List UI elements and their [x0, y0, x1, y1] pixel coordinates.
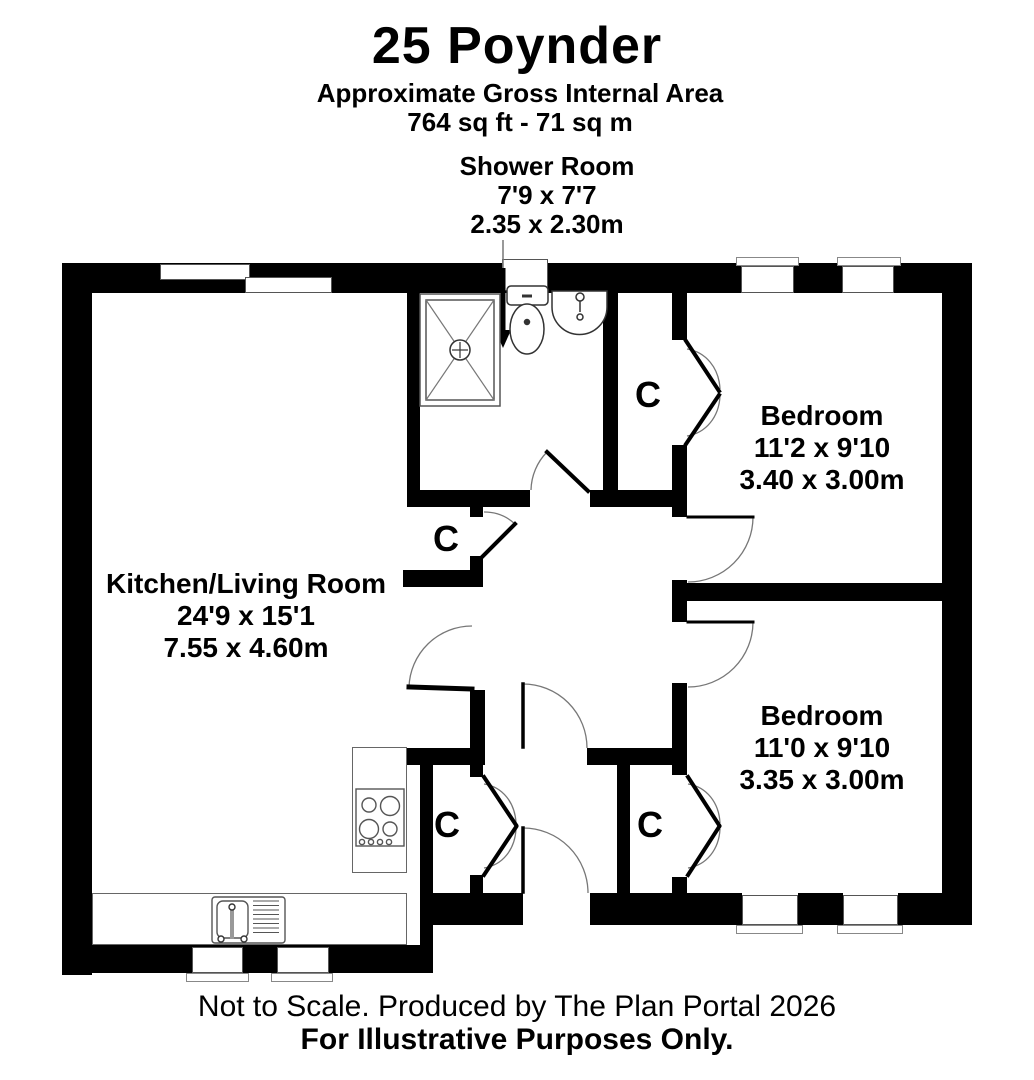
wall-segment — [672, 445, 687, 517]
wall-segment — [587, 748, 687, 765]
shower-room-imperial: 7'9 x 7'7 — [497, 180, 597, 210]
closet-label: C — [637, 804, 663, 845]
wall-segment — [403, 570, 483, 587]
window-sill — [736, 257, 799, 266]
wall-segment — [942, 263, 972, 925]
shower-tray-icon — [420, 294, 500, 406]
wall-segment — [62, 263, 92, 975]
window-sill — [186, 973, 249, 982]
wall-segment — [603, 293, 618, 490]
room-imperial: 11'0 x 9'10 — [753, 732, 891, 763]
room-label-bedroom-2 — [739, 700, 904, 796]
window — [843, 895, 898, 925]
window — [842, 266, 894, 293]
window-sill — [837, 257, 901, 266]
shower-room-name: Shower Room — [459, 151, 635, 181]
shower-room-callout — [460, 152, 635, 239]
plan-area: 764 sq ft - 71 sq m — [407, 107, 633, 137]
wall-segment — [470, 503, 483, 517]
wall-segment — [470, 875, 483, 893]
window-sill — [271, 973, 333, 982]
room-imperial: 11'2 x 9'10 — [753, 432, 891, 463]
plan-title: 25 Poynder — [371, 17, 663, 75]
wall-segment — [687, 583, 942, 601]
wall-segment — [420, 925, 433, 949]
kitchen-counter — [92, 893, 407, 945]
wall-segment — [672, 293, 687, 340]
window — [277, 947, 329, 973]
wall-segment — [617, 748, 630, 893]
room-metric: 3.40 x 3.00m — [739, 464, 905, 495]
plan-subtitle: Approximate Gross Internal Area — [316, 78, 724, 108]
window — [245, 277, 332, 293]
room-name: Bedroom — [760, 700, 884, 731]
window-sill — [736, 925, 803, 934]
down-arrow-icon — [495, 240, 511, 348]
window-sill — [837, 925, 903, 934]
door-swing-arcs — [409, 349, 753, 893]
window — [502, 259, 548, 291]
window — [160, 264, 250, 280]
wash-basin-icon — [552, 291, 607, 335]
wall-segment — [407, 293, 420, 507]
door-leaves — [409, 341, 753, 892]
room-metric: 7.55 x 4.60m — [163, 632, 329, 663]
window — [741, 266, 794, 293]
wall-segment — [62, 945, 433, 973]
shower-room-metric: 2.35 x 2.30m — [470, 209, 624, 239]
wall-segment — [470, 556, 483, 571]
closet-label: C — [635, 374, 661, 415]
footer-illustrative: For Illustrative Purposes Only. — [300, 1023, 734, 1056]
wall-segment — [672, 877, 687, 893]
window — [192, 947, 243, 973]
closet-label: C — [434, 804, 460, 845]
footer-disclaimer: Not to Scale. Produced by The Plan Portal 2026 — [197, 990, 837, 1023]
wall-segment — [470, 765, 483, 777]
room-metric: 3.35 x 3.00m — [739, 764, 905, 795]
closet-label: C — [433, 518, 459, 559]
wall-segment — [898, 893, 972, 925]
window — [742, 895, 798, 925]
wall-segment — [590, 893, 742, 925]
room-name: Bedroom — [760, 400, 884, 431]
room-label-bedroom-1 — [739, 400, 904, 496]
room-label-kitchen-living — [106, 568, 386, 664]
kitchen-counter — [352, 747, 407, 873]
room-imperial: 24'9 x 15'1 — [177, 600, 315, 631]
wall-segment — [798, 893, 843, 925]
wall-segment — [403, 748, 485, 765]
wall-segment — [420, 893, 523, 925]
wall-segment — [672, 580, 687, 622]
room-name: Kitchen/Living Room — [106, 568, 386, 599]
wall-segment — [407, 490, 530, 507]
toilet-icon — [507, 286, 548, 354]
wall-segment — [420, 765, 433, 893]
